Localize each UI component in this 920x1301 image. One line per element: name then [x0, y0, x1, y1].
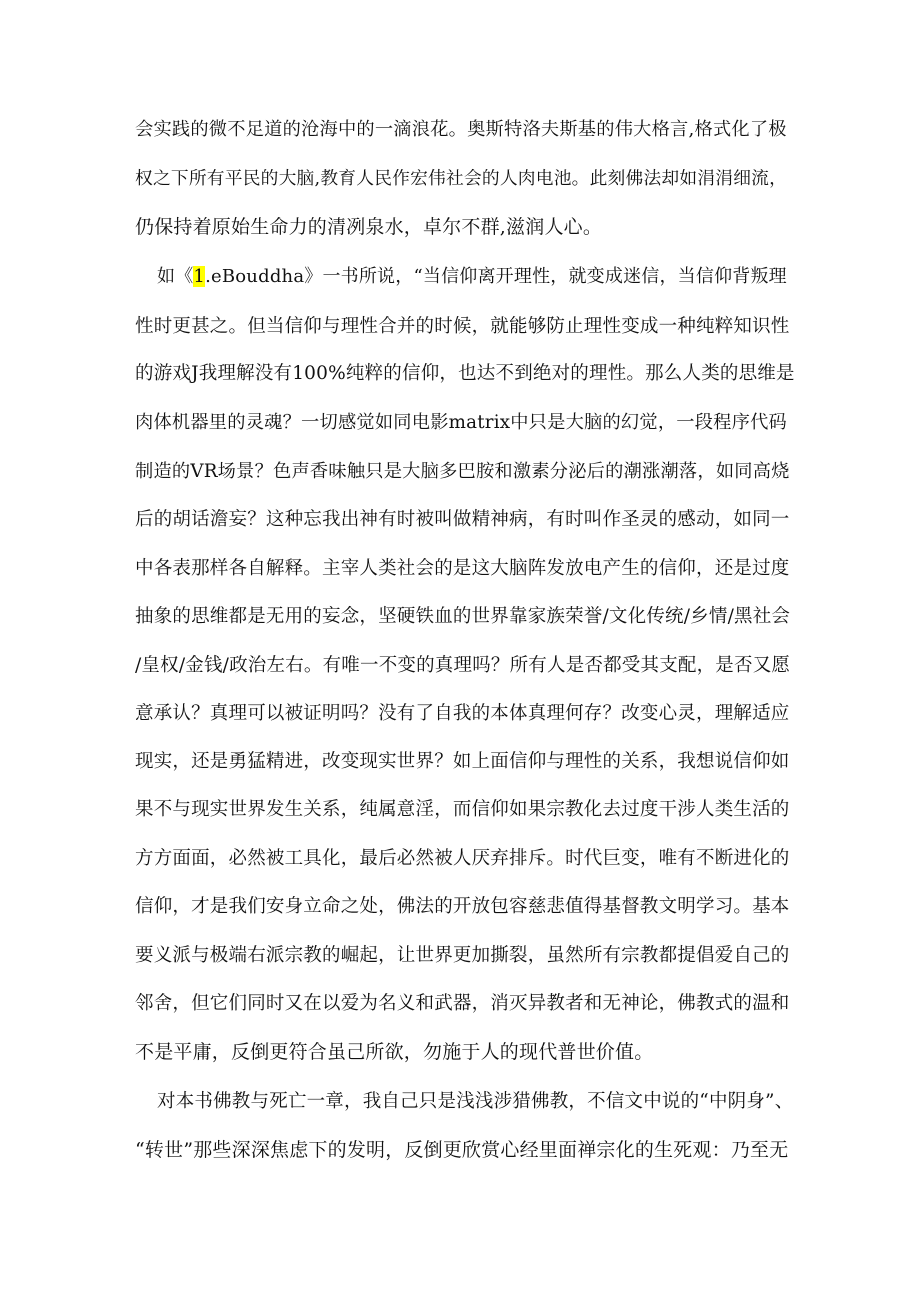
p3-line-1: 对本书佛教与死亡一章，我自己只是浅浅涉猎佛教，不信文中说的“中阴身”、 [157, 1091, 794, 1112]
p1-line-3: 仍保持着原始生命力的清冽泉水，卓尔不群,滋润人心。 [135, 216, 603, 238]
p2-line-14: 信仰，才是我们安身立命之处，佛法的开放包容慈悲值得基督教文明学习。基本 [135, 896, 790, 917]
p2-line-1 [157, 260, 787, 294]
p2-line-11: 现实，还是勇猛精进，改变现实世界？如上面信仰与理性的关系，我想说信仰如 [135, 751, 790, 772]
p2-line-13: 方方面面，必然被工具化，最后必然被人厌弃排斥。时代巨变，唯有不断进化的 [135, 848, 790, 869]
p2-line-10: 意承认？真理可以被证明吗？没有了自我的本体真理何存？改变心灵，理解适应 [135, 703, 790, 724]
p2-line-4: 肉体机器里的灵魂？一切感觉如同电影matrix中只是大脑的幻觉，一段程序代码 [135, 412, 787, 433]
p2-line-2: 性时更甚之。但当信仰与理性合并的时候，就能够防止理性变成一种纯粹知识性 [135, 316, 790, 337]
p2-line-7: 中各表那样各自解释。主宰人类社会的是这大脑阵发放电产生的信仰，还是过度 [135, 558, 790, 579]
p2-line-8: 抽象的思维都是无用的妄念，坚硬铁血的世界靠家族荣誉/文化传统/乡情/黑社会 [135, 606, 791, 627]
p2-line-12: 果不与现实世界发生关系，纯属意淫，而信仰如果宗教化去过度干涉人类生活的 [135, 799, 790, 820]
p2-line-1-after: .eBouddha》一书所说，“当信仰离开理性，就变成迷信，当信仰背叛理 [205, 266, 787, 287]
p2-line-1-before: 如《 [157, 266, 194, 287]
p2-line-9: /皇权/金钱/政治左右。有唯一不变的真理吗？所有人是否都受其支配，是否又愿 [135, 655, 791, 676]
p1-line-1: 会实践的微不足道的沧海中的一滴浪花。奥斯特洛夫斯基的伟大格言,格式化了极 [135, 119, 787, 140]
p2-line-3: 的游戏J我理解没有100%纯粹的信仰，也达不到绝对的理性。那么人类的思维是 [135, 363, 795, 384]
p2-line-15: 要义派与极端右派宗教的崛起，让世界更加撕裂，虽然所有宗教都提倡爱自己的 [135, 945, 790, 966]
highlighted-text: 1 [193, 266, 206, 287]
p2-line-16: 邻舍，但它们同时又在以爱为名义和武器，消灭异教者和无神论，佛教式的温和 [135, 993, 790, 1014]
p3-line-2: “转世”那些深深焦虑下的发明，反倒更欣赏心经里面禅宗化的生死观：乃至无 [135, 1139, 789, 1161]
p2-line-5: 制造的VR场景？色声香味触只是大脑多巴胺和激素分泌后的潮涨潮落，如同高烧 [135, 461, 790, 482]
p1-line-2: 权之下所有平民的大脑,教育人民作宏伟社会的人肉电池。此刻佛法却如涓涓细流， [135, 169, 788, 189]
p2-line-6: 后的胡话澹妄？这种忘我出神有时被叫做精神病，有时叫作圣灵的感动，如同一 [135, 509, 790, 530]
p2-line-17: 不是平庸，反倒更符合虽己所欲，勿施于人的现代普世价值。 [135, 1041, 654, 1063]
